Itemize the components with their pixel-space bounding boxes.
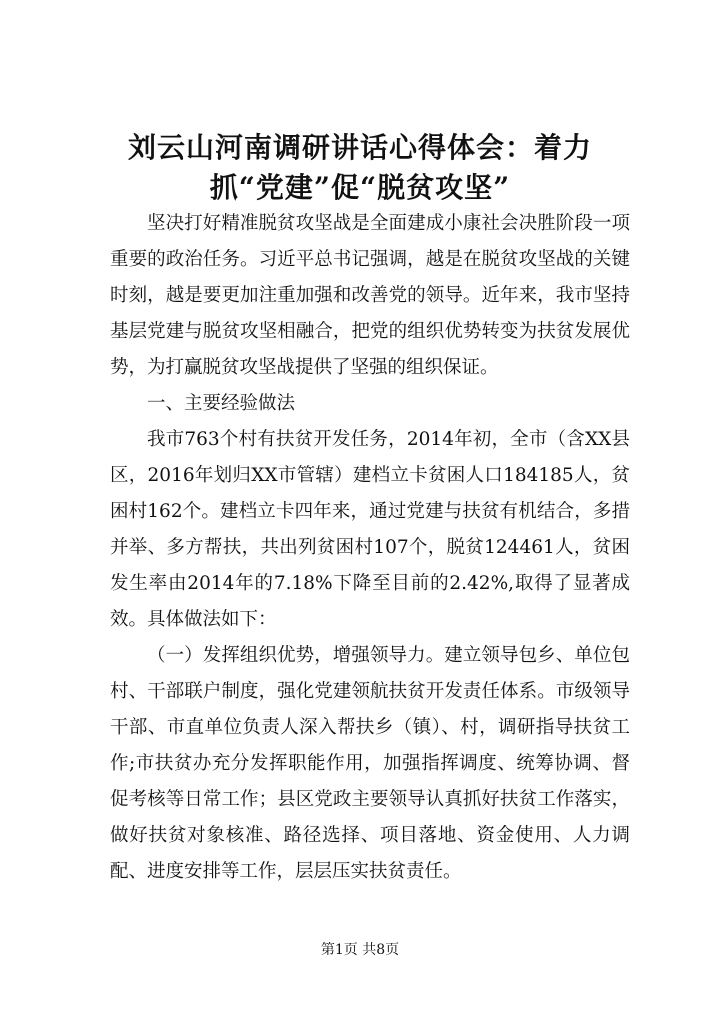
paragraph-intro: 坚决打好精准脱贫攻坚战是全面建成小康社会决胜阶段一项重要的政治任务。习近平总书记强调，越是在脱贫攻坚战的关键时刻，越是要更加注重加强和改善党的领导。近年来，我市坚持基层党建与脱贫攻坚相融合，把党的组织优势转变为扶贫发展优势，为打赢脱贫攻坚战提供了坚强的组织保证。 — [110, 213, 630, 378]
document-body — [110, 206, 630, 890]
paragraph-leadership: （一）发挥组织优势，增强领导力。建立领导包乡、单位包村、干部联户制度，强化党建领航扶贫开发责任体系。市级领导干部、市直单位负责人深入帮扶乡（镇）、村，调研指导扶贫工作;市扶贫办充分发挥职能作用，加强指挥调度、统筹协调、督促考核等日常工作；县区党政主要领导认真抓好扶贫工作落实，做好扶贫对象核准、路径选择、项目落地、资金使用、人力调配、进度安排等工作，层层压实扶贫责任。 — [110, 645, 630, 882]
section-heading: 一、主要经验做法 — [147, 393, 296, 414]
page-footer: 第1页 共8页 — [320, 942, 400, 958]
paragraph-stats: 我市763个村有扶贫开发任务，2014年初，全市（含XX县区，2016年划归XX市管辖）建档立卡贫困人口184185人，贫困村162个。建档立卡四年来，通过党建与扶贫有机结合，多措并举、多方帮扶，共出列贫困村107个，脱贫124461人，贫困发生率由2014年的7.18%下降至目前的2.42%,取得了显著成效。具体做法如下： — [110, 429, 630, 630]
document-title: 刘云山河南调研讲话心得体会：着力抓“党建”促“脱贫攻坚” — [127, 131, 592, 204]
